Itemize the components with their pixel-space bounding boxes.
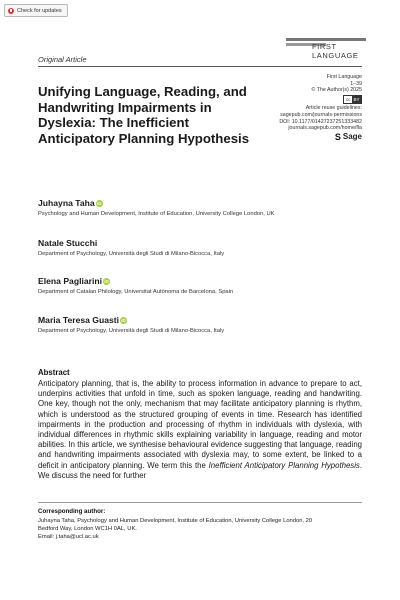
article-title: Unifying Language, Reading, and Handwriting Impairments in Dyslexia: The Inefficient Anticipatory Planning Hypothesis <box>38 84 250 146</box>
article-type: Original Article <box>38 55 87 64</box>
author-name: Juhayna Taha <box>38 198 95 208</box>
corresponding-author-heading: Corresponding author: <box>38 508 106 515</box>
orcid-icon[interactable]: iD <box>96 200 102 206</box>
author-name: Natale Stucchi <box>38 238 98 248</box>
journal-logo-line1: FIRST <box>312 42 337 51</box>
doi[interactable]: DOI: 10.1177/01427237251333482 <box>279 118 362 125</box>
abstract-heading: Abstract <box>38 368 70 377</box>
orcid-icon[interactable]: iD <box>104 278 109 284</box>
abstract-hypothesis-name: Inefficient Anticipatory Planning Hypothesis <box>208 460 360 470</box>
orcid-icon[interactable]: iD <box>121 317 126 323</box>
author-block <box>38 238 368 257</box>
abstract-text-tail: . We discuss the need for further <box>38 460 363 480</box>
author-name: Maria Teresa Guasti <box>38 315 120 325</box>
update-icon <box>8 8 14 14</box>
author-name: Elena Pagliarini <box>38 276 102 286</box>
check-for-updates-label: Check for updates <box>17 7 62 14</box>
author-affiliation: Department of Catalan Philology, Universitat Autònoma de Barcelona, Spain <box>38 289 234 295</box>
sage-label: Sage <box>342 131 362 141</box>
sage-logo <box>334 131 362 142</box>
journal-home-link[interactable]: journals.sagepub.com/home/fla <box>288 125 362 132</box>
header-divider <box>38 66 362 67</box>
copyright: © The Author(s) 2025 <box>311 87 362 94</box>
footnote-divider <box>38 502 362 503</box>
corresponding-author-line2: Bedford Way, London WC1H 0AL, UK. <box>38 526 137 533</box>
check-for-updates-badge[interactable] <box>4 4 68 17</box>
abstract-text <box>38 379 362 481</box>
article-metadata <box>242 74 362 143</box>
abstract-text-main: Anticipatory planning, that is, the ability to process information in advance to prepare to act, underpins activities that unfold in time, such as spoken language, reading and handwriting. One key, though not the only, mechanism that may facilitate anticipatory planning is rhythm, which is understood as the structured grouping of events in time. Research has identified impairments in the production and processing of rhythm in individuals with dyslexia, with individual differences in rhythmic skills explaining variability in language, reading and motor abilities. In this article, we synthesise behavioural evidence suggesting that language, reading and handwriting impairments associated with dyslexia may, to some extent, be linked to a deficit in anticipatory planning. We term this the <box>38 379 362 470</box>
journal-logo <box>286 38 366 62</box>
by-label: BY <box>353 97 360 103</box>
cc-by-icon <box>343 95 362 104</box>
author-block <box>38 198 368 217</box>
page-range: 1–39 <box>350 80 362 87</box>
reuse-label: Article reuse guidelines: <box>305 105 362 112</box>
author-block <box>38 315 368 334</box>
cc-label: cc <box>345 97 351 103</box>
corresponding-author-email[interactable]: Email: j.taha@ucl.ac.uk <box>38 534 99 541</box>
journal-logo-line2: LANGUAGE <box>312 51 359 60</box>
sage-s-icon: S <box>334 131 341 142</box>
corresponding-author-details <box>38 517 368 542</box>
author-affiliation: Department of Psychology, Università degli Studi di Milano-Bicocca, Italy <box>38 251 225 257</box>
reuse-link[interactable]: sagepub.com/journals-permissions <box>280 111 362 118</box>
author-block <box>38 276 368 295</box>
journal-name: First Language <box>326 74 362 80</box>
author-affiliation: Psychology and Human Development, Institute of Education, University College London, UK <box>38 211 275 217</box>
corresponding-author-line1: Juhayna Taha, Psychology and Human Development, Institute of Education, University College London, 20 <box>38 518 313 524</box>
author-affiliation: Department of Psychology, Università degli Studi di Milano-Bicocca, Italy <box>38 328 225 334</box>
